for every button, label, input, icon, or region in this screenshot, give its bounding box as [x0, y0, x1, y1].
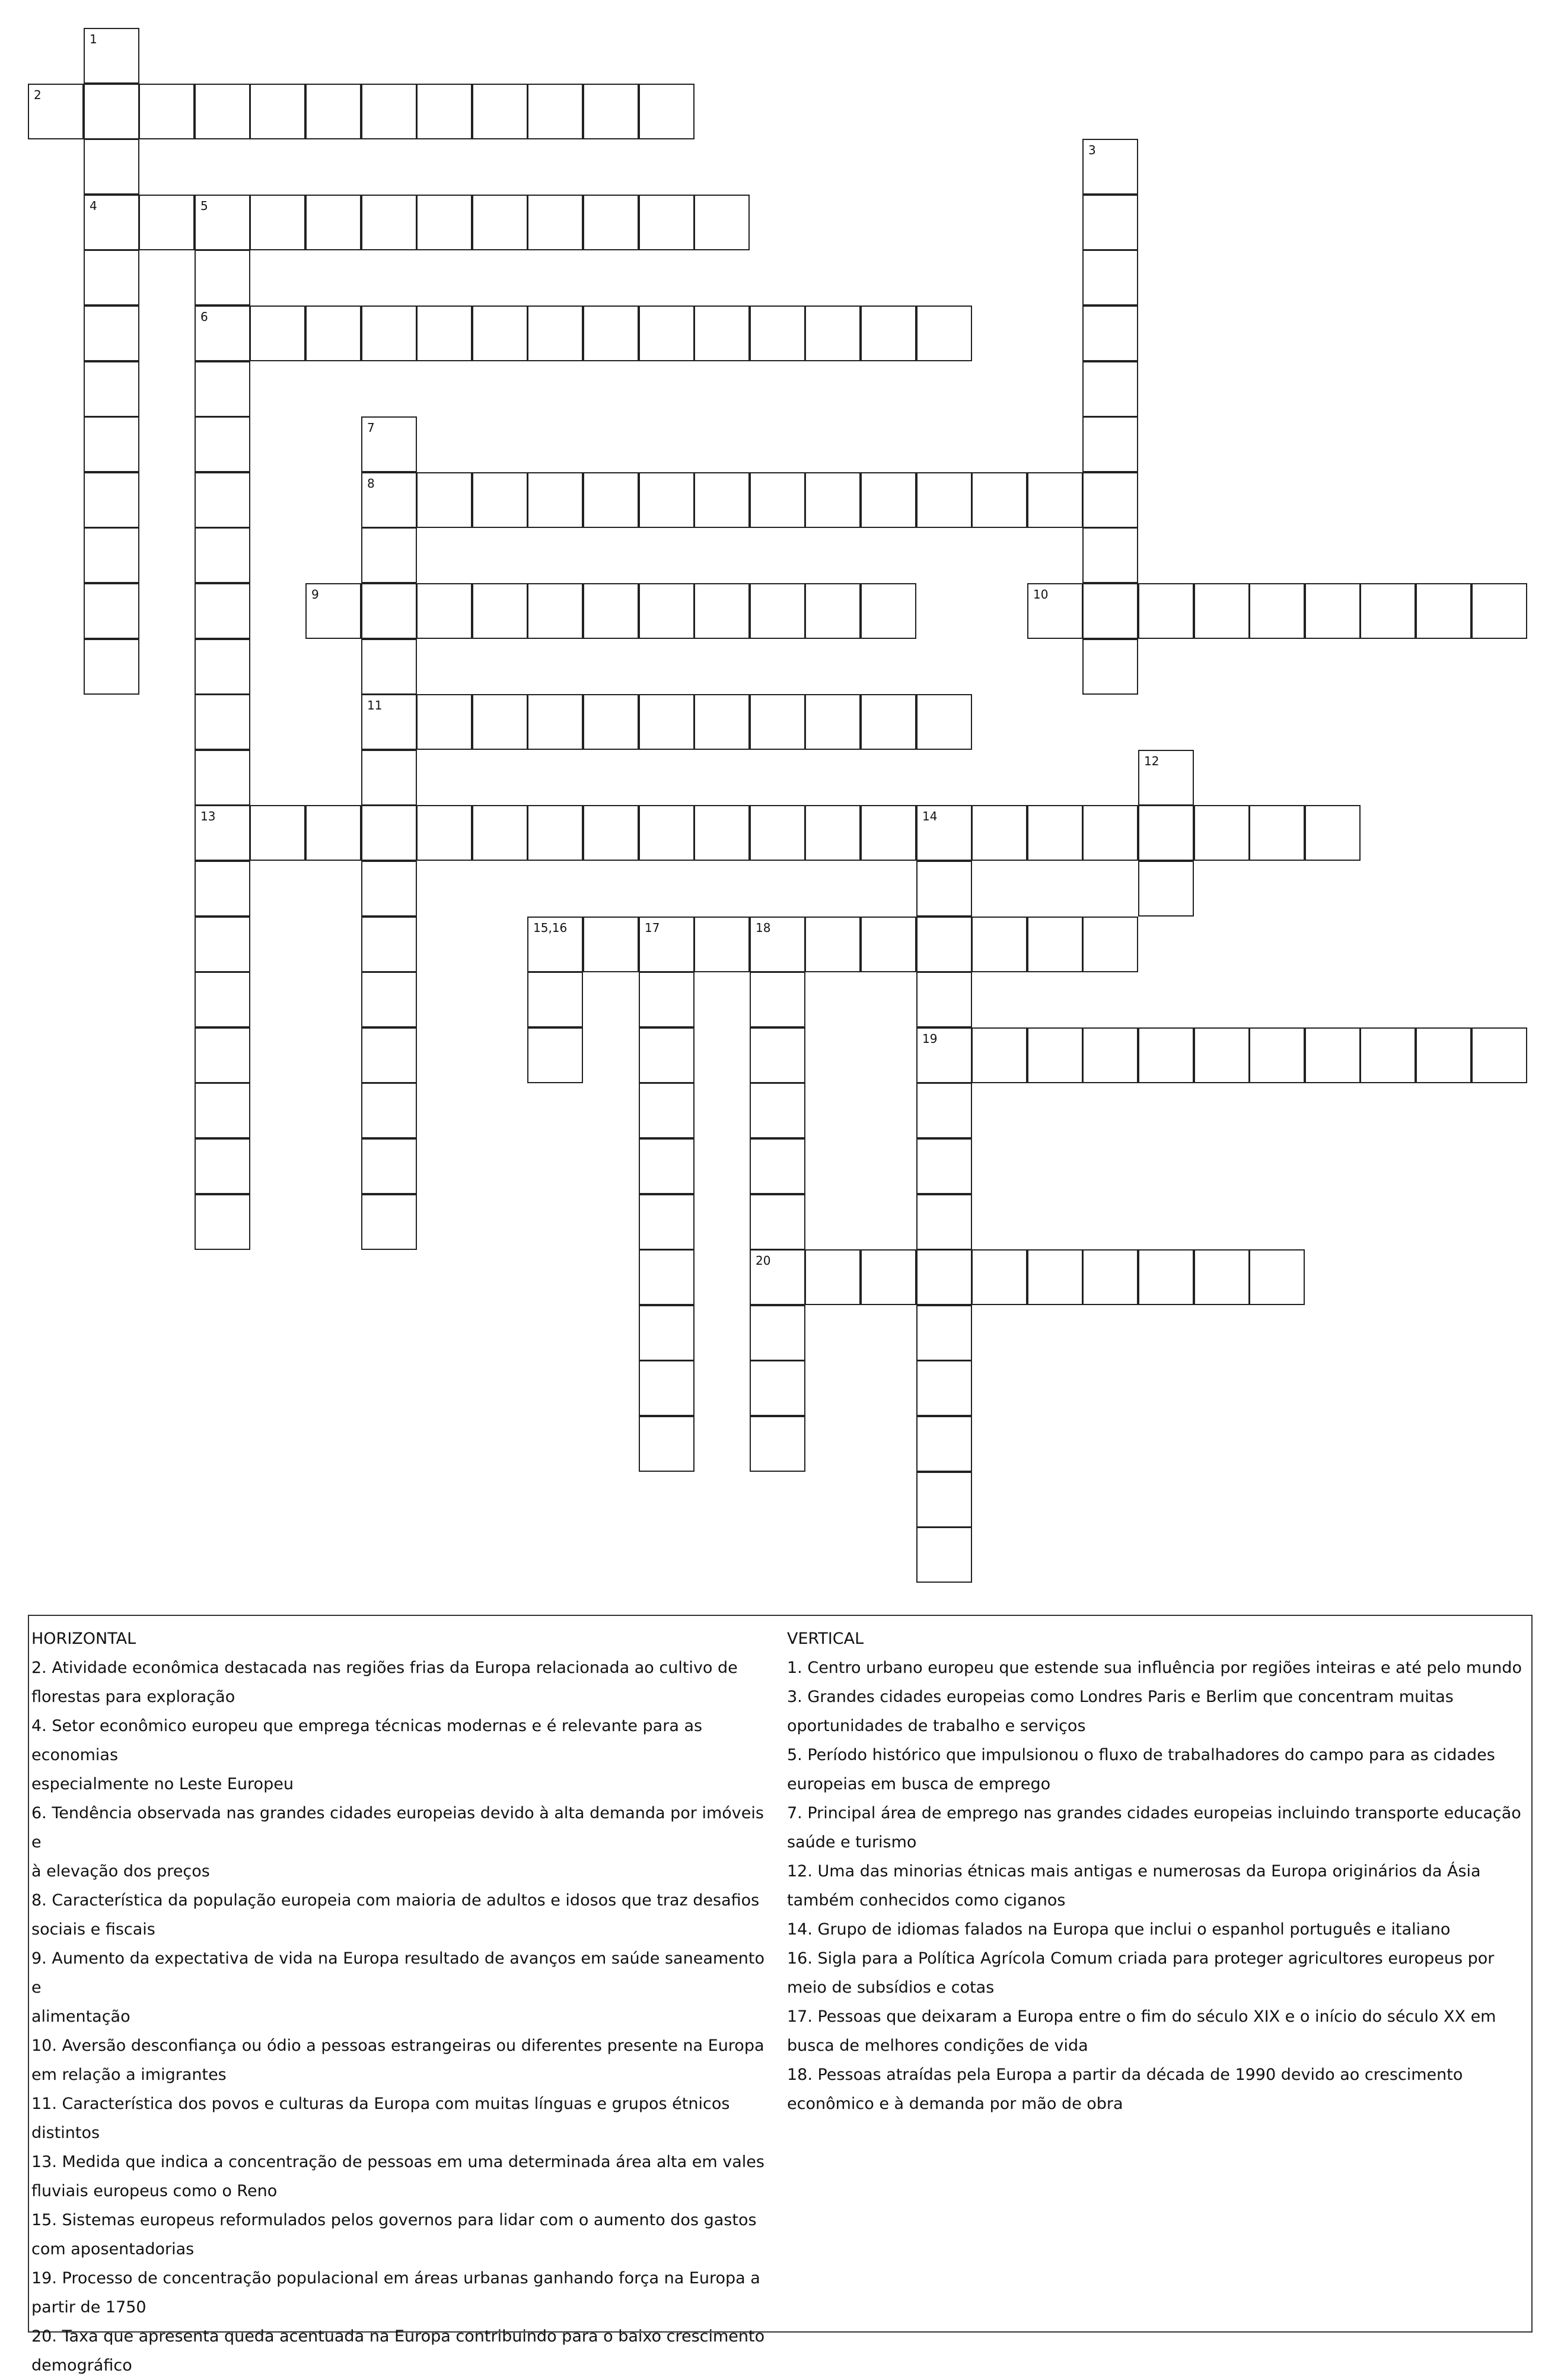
- grid-cell[interactable]: [971, 805, 1027, 861]
- grid-cell[interactable]: [139, 195, 195, 250]
- clue-line: econômico e à demanda por mão de obra: [787, 2095, 1123, 2113]
- clue-number: 20: [756, 1253, 771, 1268]
- grid-cell[interactable]: [84, 84, 139, 139]
- grid-cell[interactable]: [750, 917, 805, 972]
- clue-line: 11. Característica dos povos e culturas da Europa com muitas línguas e grupos étnicos: [31, 2095, 730, 2113]
- grid-cell[interactable]: [305, 805, 361, 861]
- grid-cell[interactable]: [84, 527, 139, 583]
- grid-cell[interactable]: [1082, 1027, 1138, 1083]
- grid-cell[interactable]: [1360, 583, 1416, 639]
- grid-cell[interactable]: [750, 1249, 805, 1305]
- grid-cell[interactable]: [195, 1138, 250, 1194]
- clue-line: 13. Medida que indica a concentração de pessoas em uma determinada área alta em vales: [31, 2153, 764, 2171]
- horizontal-clues: [31, 1624, 779, 2380]
- grid-cell[interactable]: [916, 306, 972, 361]
- grid-cell[interactable]: [361, 694, 417, 750]
- grid-cell[interactable]: [916, 694, 972, 750]
- grid-cell[interactable]: [1416, 1027, 1471, 1083]
- grid-cell[interactable]: [305, 583, 361, 639]
- clue-line: 1. Centro urbano europeu que estende sua influência por regiões inteiras e até pelo mundo: [787, 1659, 1522, 1677]
- clue-number: 13: [200, 809, 216, 823]
- grid-cell[interactable]: [1360, 1027, 1416, 1083]
- grid-cell[interactable]: [250, 84, 305, 139]
- clue-line: 8. Característica da população europeia com maioria de adultos e idosos que traz desafios: [31, 1891, 760, 1910]
- grid-cell[interactable]: [361, 527, 417, 583]
- grid-cell[interactable]: [916, 472, 972, 528]
- grid-cell[interactable]: [750, 805, 805, 861]
- grid-cell[interactable]: [195, 805, 250, 861]
- grid-cell[interactable]: [195, 583, 250, 639]
- grid-cell[interactable]: [195, 694, 250, 750]
- clue-number: 12: [1144, 754, 1159, 768]
- grid-cell[interactable]: [195, 917, 250, 972]
- grid-cell[interactable]: [84, 306, 139, 361]
- grid-cell[interactable]: [1082, 527, 1138, 583]
- clue-line: 7. Principal área de emprego nas grandes cidades europeias incluindo transporte educação: [787, 1804, 1521, 1822]
- clue-line: 20. Taxa que apresenta queda acentuada na Europa contribuindo para o baixo crescimento: [31, 2327, 765, 2346]
- grid-cell[interactable]: [1027, 917, 1083, 972]
- clue-line: 10. Aversão desconfiança ou ódio a pessoas estrangeiras ou diferentes presente na Europa: [31, 2037, 764, 2055]
- grid-cell[interactable]: [1249, 1249, 1305, 1305]
- grid-cell[interactable]: [250, 306, 305, 361]
- grid-cell[interactable]: [639, 84, 695, 139]
- grid-cell[interactable]: [639, 583, 695, 639]
- grid-cell[interactable]: [916, 1472, 972, 1528]
- grid-cell[interactable]: [1082, 250, 1138, 306]
- grid-cell[interactable]: [1416, 583, 1471, 639]
- grid-cell[interactable]: [861, 583, 916, 639]
- clue-number: 4: [90, 199, 97, 213]
- grid-cell[interactable]: [639, 472, 695, 528]
- clue-line: meio de subsídios e cotas: [787, 1978, 995, 1997]
- grid-cell[interactable]: [639, 195, 695, 250]
- grid-cell[interactable]: [583, 195, 639, 250]
- grid-cell[interactable]: [195, 1027, 250, 1083]
- grid-cell[interactable]: [916, 1194, 972, 1250]
- grid-cell[interactable]: [195, 306, 250, 361]
- grid-cell[interactable]: [28, 84, 84, 139]
- grid-cell[interactable]: [694, 306, 750, 361]
- grid-cell[interactable]: [750, 1083, 805, 1138]
- grid-cell[interactable]: [1305, 805, 1361, 861]
- grid-cell[interactable]: [694, 472, 750, 528]
- clue-line: demográfico: [31, 2356, 132, 2375]
- clue-line: 4. Setor econômico europeu que emprega técnicas modernas e é relevante para as economias: [31, 1717, 703, 1764]
- grid-cell[interactable]: [1305, 1027, 1361, 1083]
- grid-cell[interactable]: [195, 639, 250, 695]
- grid-cell[interactable]: [1138, 805, 1194, 861]
- grid-cell[interactable]: [1027, 1027, 1083, 1083]
- grid-cell[interactable]: [195, 250, 250, 306]
- grid-cell[interactable]: [361, 472, 417, 528]
- clue-line: à elevação dos preços: [31, 1862, 210, 1881]
- clue-line: fluviais europeus como o Reno: [31, 2182, 278, 2200]
- clue-line: alimentação: [31, 2007, 130, 2026]
- grid-cell[interactable]: [195, 472, 250, 528]
- grid-cell[interactable]: [861, 472, 916, 528]
- grid-cell[interactable]: [916, 1083, 972, 1138]
- grid-cell[interactable]: [361, 1194, 417, 1250]
- grid-cell[interactable]: [916, 917, 972, 972]
- grid-cell[interactable]: [694, 195, 750, 250]
- clues-box: [28, 1615, 1533, 2375]
- grid-cell[interactable]: [195, 972, 250, 1027]
- grid-cell[interactable]: [694, 583, 750, 639]
- grid-cell[interactable]: [916, 972, 972, 1027]
- grid-cell[interactable]: [861, 917, 916, 972]
- grid-cell[interactable]: [639, 805, 695, 861]
- grid-cell[interactable]: [639, 1416, 695, 1472]
- grid-cell[interactable]: [527, 583, 583, 639]
- grid-cell[interactable]: [305, 195, 361, 250]
- clue-line: também conhecidos como ciganos: [787, 1891, 1066, 1910]
- clue-line: em relação a imigrantes: [31, 2066, 227, 2084]
- clue-line: 16. Sigla para a Política Agrícola Comum criada para proteger agricultores europeus por: [787, 1949, 1495, 1968]
- grid-cell[interactable]: [583, 84, 639, 139]
- grid-cell[interactable]: [583, 694, 639, 750]
- grid-cell[interactable]: [861, 694, 916, 750]
- grid-cell[interactable]: [916, 861, 972, 917]
- grid-cell[interactable]: [639, 1305, 695, 1361]
- grid-cell[interactable]: [750, 694, 805, 750]
- grid-cell[interactable]: [694, 917, 750, 972]
- grid-cell[interactable]: [527, 805, 583, 861]
- grid-cell[interactable]: [1082, 583, 1138, 639]
- grid-cell[interactable]: [472, 84, 528, 139]
- clue-number: 17: [645, 921, 660, 935]
- grid-cell[interactable]: [916, 805, 972, 861]
- grid-cell[interactable]: [361, 195, 417, 250]
- grid-cell[interactable]: [195, 750, 250, 806]
- clue-line: 6. Tendência observada nas grandes cidades europeias devido à alta demanda por imóveis e: [31, 1804, 764, 1851]
- grid-cell[interactable]: [1082, 139, 1138, 195]
- grid-cell[interactable]: [639, 694, 695, 750]
- grid-cell[interactable]: [361, 84, 417, 139]
- grid-cell[interactable]: [416, 472, 472, 528]
- grid-cell[interactable]: [1194, 583, 1250, 639]
- grid-cell[interactable]: [1194, 805, 1250, 861]
- grid-cell[interactable]: [305, 306, 361, 361]
- grid-cell[interactable]: [361, 1027, 417, 1083]
- clue-line: 15. Sistemas europeus reformulados pelos governos para lidar com o aumento dos gastos: [31, 2211, 757, 2229]
- grid-cell[interactable]: [1027, 583, 1083, 639]
- grid-cell[interactable]: [472, 472, 528, 528]
- grid-cell[interactable]: [1249, 805, 1305, 861]
- grid-cell[interactable]: [1082, 1249, 1138, 1305]
- grid-cell[interactable]: [805, 805, 861, 861]
- grid-cell[interactable]: [583, 917, 639, 972]
- grid-cell[interactable]: [527, 694, 583, 750]
- clue-number: 9: [311, 587, 319, 602]
- grid-cell[interactable]: [527, 972, 583, 1027]
- grid-cell[interactable]: [416, 694, 472, 750]
- grid-cell[interactable]: [916, 1305, 972, 1361]
- clue-line: 18. Pessoas atraídas pela Europa a partir da década de 1990 devido ao crescimento: [787, 2066, 1463, 2084]
- grid-cell[interactable]: [195, 195, 250, 250]
- clue-line: 2. Atividade econômica destacada nas regiões frias da Europa relacionada ao cultivo de: [31, 1659, 738, 1677]
- grid-cell[interactable]: [916, 1249, 972, 1305]
- grid-cell[interactable]: [472, 805, 528, 861]
- grid-cell[interactable]: [1082, 472, 1138, 528]
- grid-cell[interactable]: [1249, 583, 1305, 639]
- grid-cell[interactable]: [639, 1360, 695, 1416]
- grid-cell[interactable]: [416, 805, 472, 861]
- grid-cell[interactable]: [84, 583, 139, 639]
- grid-cell[interactable]: [916, 1027, 972, 1083]
- grid-cell[interactable]: [750, 972, 805, 1027]
- grid-cell[interactable]: [805, 694, 861, 750]
- grid-cell[interactable]: [639, 306, 695, 361]
- grid-cell[interactable]: [195, 1083, 250, 1138]
- grid-cell[interactable]: [527, 195, 583, 250]
- grid-cell[interactable]: [361, 306, 417, 361]
- clue-line: partir de 1750: [31, 2298, 146, 2317]
- grid-cell[interactable]: [805, 1249, 861, 1305]
- grid-cell[interactable]: [1082, 917, 1138, 972]
- grid-cell[interactable]: [583, 805, 639, 861]
- clue-number: 15,16: [533, 921, 568, 935]
- grid-cell[interactable]: [1027, 1249, 1083, 1305]
- clue-number: 7: [367, 421, 375, 435]
- clue-line: florestas para exploração: [31, 1688, 235, 1706]
- grid-cell[interactable]: [971, 472, 1027, 528]
- grid-cell[interactable]: [472, 694, 528, 750]
- grid-cell[interactable]: [805, 472, 861, 528]
- grid-cell[interactable]: [84, 639, 139, 695]
- grid-cell[interactable]: [527, 1027, 583, 1083]
- horizontal-title: HORIZONTAL: [31, 1630, 136, 1648]
- clue-number: 8: [367, 476, 375, 491]
- grid-cell[interactable]: [361, 1138, 417, 1194]
- grid-cell[interactable]: [84, 250, 139, 306]
- clue-number: 3: [1088, 143, 1096, 157]
- vertical-clue-list: [787, 1653, 1528, 2118]
- clue-number: 10: [1033, 587, 1049, 602]
- grid-cell[interactable]: [916, 1527, 972, 1583]
- grid-cell[interactable]: [694, 694, 750, 750]
- grid-cell[interactable]: [916, 1416, 972, 1472]
- grid-cell[interactable]: [416, 583, 472, 639]
- clue-line: 17. Pessoas que deixaram a Europa entre o fim do século XIX e o início do século XX em: [787, 2007, 1496, 2026]
- grid-cell[interactable]: [139, 84, 195, 139]
- grid-cell[interactable]: [250, 195, 305, 250]
- grid-cell[interactable]: [527, 84, 583, 139]
- grid-cell[interactable]: [750, 583, 805, 639]
- grid-cell[interactable]: [416, 195, 472, 250]
- grid-cell[interactable]: [84, 472, 139, 528]
- grid-cell[interactable]: [361, 639, 417, 695]
- grid-cell[interactable]: [1305, 583, 1361, 639]
- grid-cell[interactable]: [583, 583, 639, 639]
- grid-cell[interactable]: [1082, 805, 1138, 861]
- grid-cell[interactable]: [916, 1360, 972, 1416]
- grid-cell[interactable]: [750, 1027, 805, 1083]
- grid-cell[interactable]: [971, 1027, 1027, 1083]
- grid-cell[interactable]: [1138, 1249, 1194, 1305]
- grid-cell[interactable]: [639, 1249, 695, 1305]
- grid-cell[interactable]: [639, 1083, 695, 1138]
- grid-cell[interactable]: [694, 805, 750, 861]
- clue-line: europeias em busca de emprego: [787, 1775, 1051, 1793]
- grid-cell[interactable]: [361, 1083, 417, 1138]
- grid-cell[interactable]: [361, 861, 417, 917]
- grid-cell[interactable]: [750, 472, 805, 528]
- grid-cell[interactable]: [1027, 472, 1083, 528]
- grid-cell[interactable]: [472, 306, 528, 361]
- grid-cell[interactable]: [750, 1194, 805, 1250]
- grid-cell[interactable]: [750, 1138, 805, 1194]
- grid-cell[interactable]: [361, 416, 417, 472]
- grid-cell[interactable]: [1194, 1249, 1250, 1305]
- grid-cell[interactable]: [305, 84, 361, 139]
- grid-cell[interactable]: [971, 1249, 1027, 1305]
- grid-cell[interactable]: [1194, 1027, 1250, 1083]
- grid-cell[interactable]: [750, 306, 805, 361]
- grid-cell[interactable]: [1082, 639, 1138, 695]
- clue-line: oportunidades de trabalho e serviços: [787, 1717, 1086, 1735]
- grid-cell[interactable]: [416, 306, 472, 361]
- grid-cell[interactable]: [527, 917, 583, 972]
- clue-number: 5: [200, 199, 208, 213]
- grid-cell[interactable]: [1471, 1027, 1527, 1083]
- grid-cell[interactable]: [805, 583, 861, 639]
- clue-line: 3. Grandes cidades europeias como Londres Paris e Berlim que concentram muitas: [787, 1688, 1454, 1706]
- grid-cell[interactable]: [750, 1360, 805, 1416]
- grid-cell[interactable]: [84, 416, 139, 472]
- clue-number: 1: [90, 32, 97, 46]
- grid-cell[interactable]: [861, 306, 916, 361]
- grid-cell[interactable]: [361, 805, 417, 861]
- clue-line: 9. Aumento da expectativa de vida na Europa resultado de avanços em saúde saneamento e: [31, 1949, 764, 1997]
- vertical-clues: [787, 1624, 1528, 2118]
- grid-cell[interactable]: [861, 1249, 916, 1305]
- grid-cell[interactable]: [1138, 750, 1194, 806]
- grid-cell[interactable]: [361, 917, 417, 972]
- grid-cell[interactable]: [639, 917, 695, 972]
- grid-cell[interactable]: [1082, 306, 1138, 361]
- grid-cell[interactable]: [1082, 416, 1138, 472]
- horizontal-clue-list: [31, 1653, 779, 2380]
- clue-number: 6: [200, 310, 208, 324]
- clue-line: saúde e turismo: [787, 1833, 917, 1851]
- grid-cell[interactable]: [639, 1138, 695, 1194]
- grid-cell[interactable]: [916, 1138, 972, 1194]
- grid-cell[interactable]: [583, 306, 639, 361]
- grid-cell[interactable]: [195, 527, 250, 583]
- grid-cell[interactable]: [750, 1416, 805, 1472]
- grid-cell[interactable]: [805, 917, 861, 972]
- grid-cell[interactable]: [195, 84, 250, 139]
- grid-cell[interactable]: [527, 306, 583, 361]
- grid-cell[interactable]: [195, 1194, 250, 1250]
- grid-cell[interactable]: [639, 1194, 695, 1250]
- grid-cell[interactable]: [361, 583, 417, 639]
- grid-cell[interactable]: [1138, 583, 1194, 639]
- clue-line: sociais e fiscais: [31, 1920, 155, 1939]
- clue-number: 18: [756, 921, 771, 935]
- grid-cell[interactable]: [472, 583, 528, 639]
- grid-cell[interactable]: [1138, 1027, 1194, 1083]
- grid-cell[interactable]: [639, 972, 695, 1027]
- grid-cell[interactable]: [84, 195, 139, 250]
- grid-cell[interactable]: [1082, 195, 1138, 250]
- clue-line: especialmente no Leste Europeu: [31, 1775, 294, 1793]
- grid-cell[interactable]: [84, 139, 139, 195]
- grid-cell[interactable]: [805, 306, 861, 361]
- grid-cell[interactable]: [527, 472, 583, 528]
- grid-cell[interactable]: [639, 1027, 695, 1083]
- grid-cell[interactable]: [583, 472, 639, 528]
- grid-cell[interactable]: [971, 917, 1027, 972]
- clue-number: 2: [34, 88, 42, 102]
- grid-cell[interactable]: [416, 84, 472, 139]
- grid-cell[interactable]: [1138, 861, 1194, 917]
- grid-cell[interactable]: [750, 1305, 805, 1361]
- grid-cell[interactable]: [361, 750, 417, 806]
- clue-number: 11: [367, 698, 383, 712]
- clue-line: busca de melhores condições de vida: [787, 2037, 1088, 2055]
- grid-cell[interactable]: [84, 361, 139, 417]
- grid-cell[interactable]: [472, 195, 528, 250]
- clue-line: 5. Período histórico que impulsionou o fluxo de trabalhadores do campo para as cidades: [787, 1746, 1495, 1764]
- grid-cell[interactable]: [1249, 1027, 1305, 1083]
- clue-number: 14: [922, 809, 938, 823]
- grid-cell[interactable]: [1471, 583, 1527, 639]
- grid-cell[interactable]: [361, 972, 417, 1027]
- clue-number: 19: [922, 1032, 938, 1046]
- clue-line: 12. Uma das minorias étnicas mais antigas e numerosas da Europa originários da Ásia: [787, 1862, 1481, 1881]
- clue-line: distintos: [31, 2124, 100, 2142]
- vertical-title: VERTICAL: [787, 1630, 864, 1648]
- clue-line: 14. Grupo de idiomas falados na Europa que inclui o espanhol português e italiano: [787, 1920, 1451, 1939]
- grid-cell[interactable]: [250, 805, 305, 861]
- grid-cell[interactable]: [195, 416, 250, 472]
- grid-cell[interactable]: [84, 28, 139, 84]
- clue-line: 19. Processo de concentração populacional em áreas urbanas ganhando força na Europa a: [31, 2269, 760, 2287]
- grid-cell[interactable]: [195, 861, 250, 917]
- clue-line: com aposentadorias: [31, 2240, 195, 2258]
- grid-cell[interactable]: [861, 805, 916, 861]
- grid-cell[interactable]: [195, 361, 250, 417]
- grid-cell[interactable]: [1082, 361, 1138, 417]
- grid-cell[interactable]: [1027, 805, 1083, 861]
